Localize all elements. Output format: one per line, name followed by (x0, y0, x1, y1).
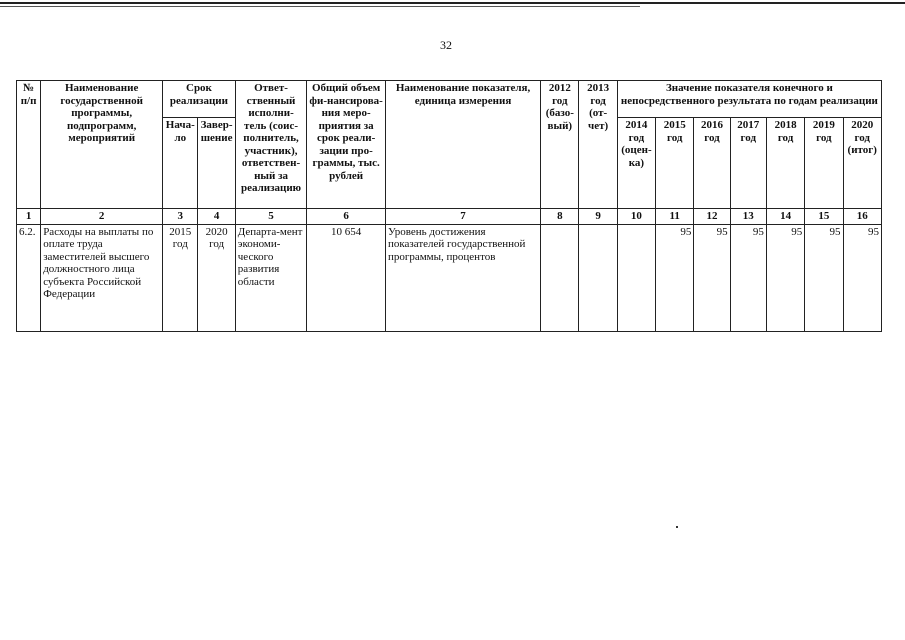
header-end: Завер-шение (198, 118, 235, 209)
header-2013: 2013 год (от-чет) (579, 81, 617, 209)
column-number: 10 (617, 209, 655, 225)
header-term: Срок реализации (163, 81, 236, 118)
column-number: 6 (307, 209, 386, 225)
row-end: 2020 год (198, 224, 235, 331)
row-value-2016: 95 (694, 224, 730, 331)
header-start: Нача-ло (163, 118, 198, 209)
column-number: 14 (766, 209, 804, 225)
header-2016: 2016 год (694, 118, 730, 209)
header-2014: 2014 год (оцен-ка) (617, 118, 655, 209)
row-indicator: Уровень достижения показателей государственной программы, процентов (385, 224, 540, 331)
column-number: 9 (579, 209, 617, 225)
header-volume: Общий объем фи-нансирова-ния меро-приятия за срок реали-зации про-граммы, тыс. рублей (307, 81, 386, 209)
column-number: 3 (163, 209, 198, 225)
row-value-2015: 95 (656, 224, 694, 331)
column-number: 11 (656, 209, 694, 225)
row-value-2020: 95 (843, 224, 881, 331)
header-values-by-year: Значение показателя конечного и непосредственного результата по годам реализации (617, 81, 881, 118)
header-2015: 2015 год (656, 118, 694, 209)
header-2018: 2018 год (766, 118, 804, 209)
column-number: 16 (843, 209, 881, 225)
header-row-1 (17, 81, 882, 118)
column-number-row (17, 209, 882, 225)
top-border-line (0, 2, 905, 4)
header-executor: Ответ-ственный исполни-тель (соис-полнитель, участник), ответствен-ный за реализацию (235, 81, 307, 209)
column-number: 8 (541, 209, 579, 225)
column-number: 4 (198, 209, 235, 225)
program-table (16, 80, 882, 332)
header-2020: 2020 год (итог) (843, 118, 881, 209)
column-number: 7 (385, 209, 540, 225)
row-volume: 10 654 (307, 224, 386, 331)
table-row (17, 224, 882, 331)
header-2019: 2019 год (805, 118, 843, 209)
header-indicator: Наименование показателя, единица измерения (385, 81, 540, 209)
row-value-2012 (541, 224, 579, 331)
column-number: 13 (730, 209, 766, 225)
row-name: Расходы на выплаты по оплате труда заместителей высшего должностного лица субъекта Российской Федерации (41, 224, 163, 331)
row-start: 2015 год (163, 224, 198, 331)
row-value-2018: 95 (766, 224, 804, 331)
column-number: 2 (41, 209, 163, 225)
header-program-name: Наименование государственной программы, подпрограмм, мероприятий (41, 81, 163, 209)
header-num: № п/п (17, 81, 41, 209)
row-value-2013 (579, 224, 617, 331)
column-number: 1 (17, 209, 41, 225)
page-number: 32 (440, 38, 452, 52)
top-border-line-thin (0, 6, 640, 7)
header-2012: 2012 год (базо-вый) (541, 81, 579, 209)
row-value-2017: 95 (730, 224, 766, 331)
column-number: 5 (235, 209, 307, 225)
row-value-2014 (617, 224, 655, 331)
row-value-2019: 95 (805, 224, 843, 331)
column-number: 15 (805, 209, 843, 225)
header-2017: 2017 год (730, 118, 766, 209)
column-number: 12 (694, 209, 730, 225)
row-num: 6.2. (17, 224, 41, 331)
row-executor: Департа-мент экономи-ческого развития области (235, 224, 307, 331)
scan-speck (676, 526, 678, 528)
